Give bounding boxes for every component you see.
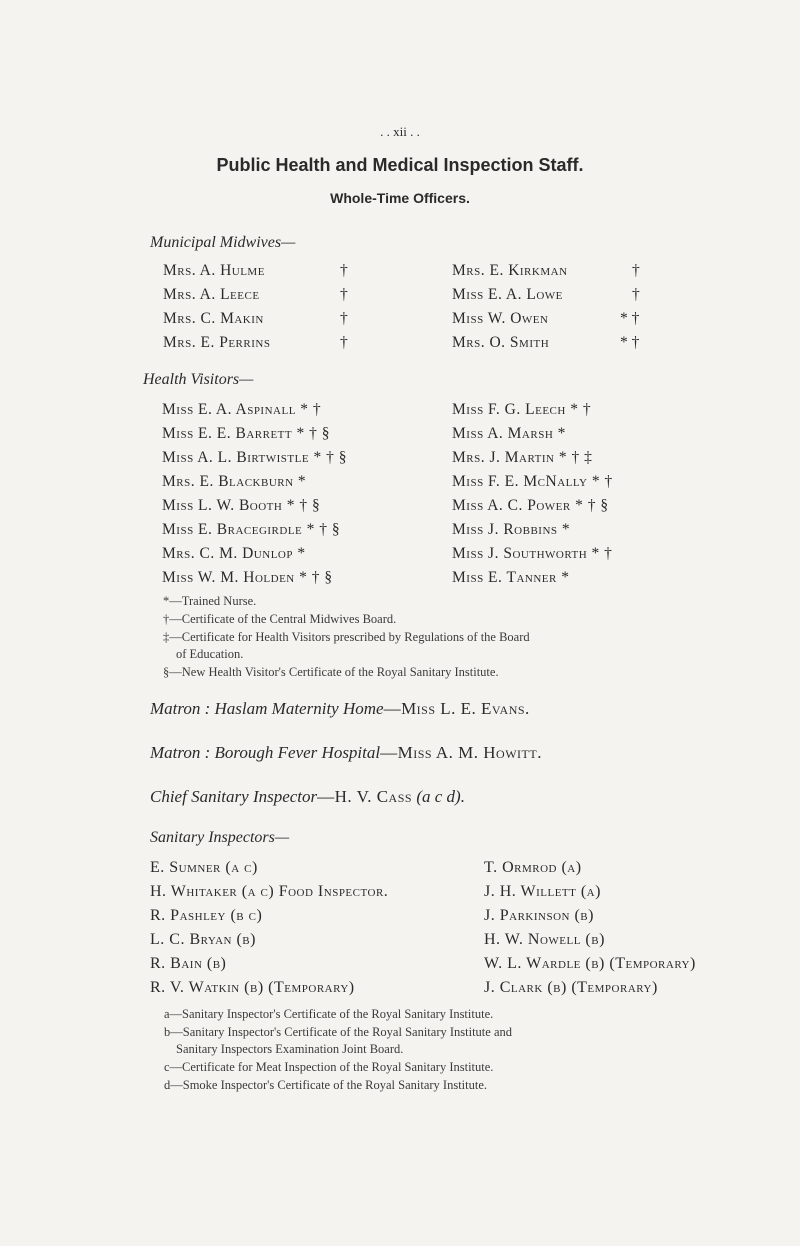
footnote: b—Sanitary Inspector's Certificate of the Royal Sanitary Institute and — [164, 1025, 512, 1039]
visitor-entry: Miss F. E. McNally * † — [452, 473, 613, 490]
inspector-entry: J. H. Willett (a) — [484, 883, 601, 900]
midwife-name: Mrs. C. Makin — [163, 310, 264, 327]
page-number: . . xii . . — [380, 124, 420, 139]
page-title: Public Health and Medical Inspection Staff. — [216, 155, 584, 175]
midwife-name: Miss E. A. Lowe — [452, 286, 563, 303]
midwife-name: Mrs. A. Leece — [163, 286, 260, 303]
midwife-marks: † — [340, 310, 348, 327]
inspector-entry: E. Sumner (a c) — [150, 859, 258, 876]
visitor-entry: Mrs. C. M. Dunlop * — [162, 545, 306, 562]
midwife-name: Miss W. Owen — [452, 310, 549, 327]
chief-quals: (a c d). — [416, 787, 465, 806]
visitor-entry: Miss E. Bracegirdle * † § — [162, 521, 341, 538]
footnote: of Education. — [176, 647, 244, 661]
visitors-heading: Health Visitors— — [143, 371, 254, 388]
midwife-marks: † — [340, 262, 348, 279]
visitor-entry: Miss E. E. Barrett * † § — [162, 425, 330, 442]
midwives-heading: Municipal Midwives— — [150, 234, 296, 251]
visitor-entry: Miss L. W. Booth * † § — [162, 497, 321, 514]
footnote: §—New Health Visitor's Certificate of the Royal Sanitary Institute. — [163, 665, 499, 679]
visitor-entry: Miss F. G. Leech * † — [452, 401, 592, 418]
footnote: d—Smoke Inspector's Certificate of the Royal Sanitary Institute. — [164, 1078, 488, 1092]
inspector-entry: R. Pashley (b c) — [150, 907, 263, 924]
midwife-name: Mrs. E. Perrins — [163, 334, 271, 351]
midwife-name: Mrs. O. Smith — [452, 334, 550, 351]
visitor-entry: Miss E. A. Aspinall * † — [162, 401, 322, 418]
matron-role: Matron : — [150, 699, 211, 718]
visitor-entry: Miss J. Robbins * — [452, 521, 571, 538]
matron-name: —Miss A. M. Howitt. — [380, 743, 542, 762]
footnote: c—Certificate for Meat Inspection of the Royal Sanitary Institute. — [164, 1060, 494, 1074]
chief-name: —H. V. Cass — [317, 787, 413, 806]
inspector-entry: W. L. Wardle (b) (Temporary) — [484, 955, 696, 972]
footnote: a—Sanitary Inspector's Certificate of the Royal Sanitary Institute. — [164, 1007, 494, 1021]
midwife-name: Mrs. E. Kirkman — [452, 262, 568, 279]
footnote: *—Trained Nurse. — [163, 594, 257, 608]
inspector-entry: T. Ormrod (a) — [484, 859, 582, 876]
midwife-marks: * † — [620, 310, 640, 327]
visitor-entry: Mrs. E. Blackburn * — [162, 473, 307, 490]
midwife-marks: * † — [620, 334, 640, 351]
visitor-entry: Miss A. L. Birtwistle * † § — [162, 449, 347, 466]
visitor-entry: Miss J. Southworth * † — [452, 545, 613, 562]
matron-place: Borough Fever Hospital — [214, 743, 381, 762]
midwife-marks: † — [340, 286, 348, 303]
inspector-entry: R. Bain (b) — [150, 955, 227, 972]
midwife-marks: † — [632, 286, 640, 303]
inspector-entry: H. W. Nowell (b) — [484, 931, 605, 948]
inspector-entry: R. V. Watkin (b) (Temporary) — [150, 979, 355, 996]
inspectors-heading: Sanitary Inspectors— — [150, 829, 290, 846]
chief-inspector — [150, 787, 465, 807]
matron-fever — [150, 743, 542, 763]
matron-haslam — [150, 699, 530, 719]
visitor-entry: Mrs. J. Martin * † ‡ — [452, 449, 593, 466]
matron-place: Haslam Maternity Home — [214, 699, 384, 718]
inspector-entry: H. Whitaker (a c) Food Inspector. — [150, 883, 389, 900]
matron-role: Matron : — [150, 743, 211, 762]
visitor-entry: Miss W. M. Holden * † § — [162, 569, 333, 586]
page-subtitle: Whole-Time Officers. — [330, 190, 470, 206]
inspector-entry: J. Clark (b) (Temporary) — [484, 979, 658, 996]
midwife-name: Mrs. A. Hulme — [163, 262, 265, 279]
visitor-entry: Miss A. Marsh * — [452, 425, 566, 442]
visitor-entry: Miss A. C. Power * † § — [452, 497, 609, 514]
matron-name: —Miss L. E. Evans. — [383, 699, 530, 718]
midwife-marks: † — [632, 262, 640, 279]
footnote: †—Certificate of the Central Midwives Board. — [163, 612, 397, 626]
footnote: Sanitary Inspectors Examination Joint Board. — [176, 1042, 404, 1056]
inspector-entry: L. C. Bryan (b) — [150, 931, 256, 948]
inspector-entry: J. Parkinson (b) — [484, 907, 594, 924]
footnote: ‡—Certificate for Health Visitors prescribed by Regulations of the Board — [163, 630, 530, 644]
midwife-marks: † — [340, 334, 348, 351]
chief-role: Chief Sanitary Inspector — [150, 787, 318, 806]
visitor-entry: Miss E. Tanner * — [452, 569, 570, 586]
